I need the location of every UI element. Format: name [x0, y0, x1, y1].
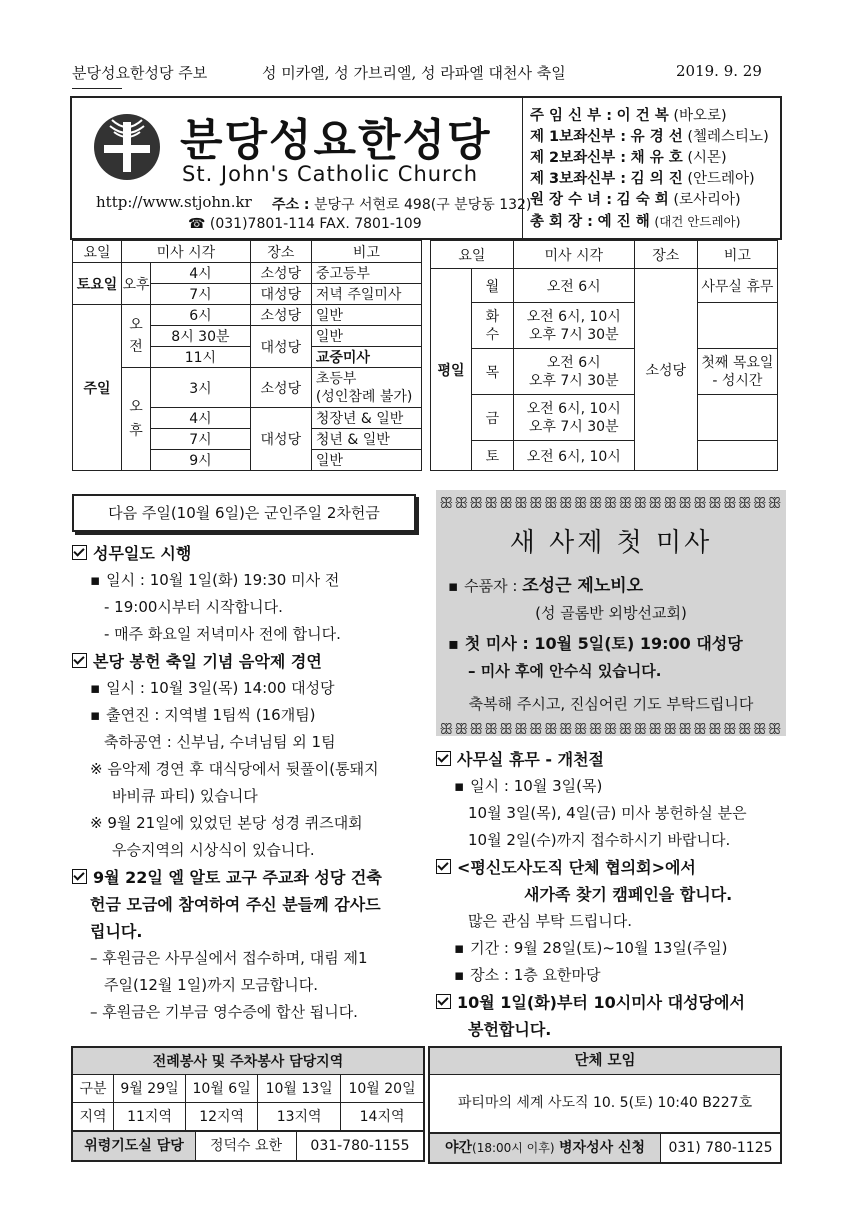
bulletin-date: 2019. 9. 29 [676, 62, 762, 80]
time-cell: 4시 [151, 263, 251, 284]
checkbox-icon [72, 545, 87, 560]
place-cell: 소성당 [250, 263, 311, 284]
day-cell: 주일 [73, 305, 122, 471]
group-meeting-box [428, 1046, 782, 1164]
section-line: ▪ 출연진 : 지역별 1팀씩 (16개팀) [72, 702, 422, 729]
section-line: 10월 3일(목), 4일(금) 미사 봉헌하실 분은 [468, 804, 747, 822]
period-cell: 오후 [122, 263, 151, 305]
church-name-ko: 분당성요한성당 [180, 115, 492, 166]
section-line: 우승지역의 시상식이 있습니다. [112, 841, 315, 859]
right-announcements [436, 746, 786, 1043]
section-line: - 19:00시부터 시작합니다. [104, 598, 283, 616]
note-cell: 중고등부 [311, 263, 421, 284]
new-priest-title: 새 사제 첫 미사 [509, 528, 713, 558]
memorial-phone: 031-780-1155 [310, 1137, 410, 1154]
weekday-cell: 화 수 [472, 303, 514, 349]
memorial-contact-row [73, 1131, 423, 1160]
weekday-cell: 토 [472, 441, 514, 471]
staff-row: 제 1보좌신부 : 유 경 선 (첼레스티노) [530, 129, 769, 145]
note-cell: 일반 [311, 305, 421, 326]
place-cell: 소성당 [250, 368, 311, 408]
note-cell: 일반 [311, 450, 421, 471]
church-name-en: St. John's Catholic Church [182, 162, 479, 186]
section-line: ※ 9월 21일에 있었던 본당 성경 퀴즈대회 [90, 814, 363, 832]
section-line: 10월 2일(수)까지 접수하시기 바랍니다. [468, 831, 731, 849]
place-cell: 소성당 [634, 269, 697, 471]
note-cell: 교중미사 [311, 347, 421, 368]
section-line: ▪ 일시 : 10월 3일(목) [436, 773, 786, 800]
staff-row: 주 임 신 부 : 이 건 복 (바오로) [530, 108, 727, 124]
prayer-request: 축복해 주시고, 진심어린 기도 부탁드립니다 [468, 695, 754, 713]
section-title: 9월 22일 엘 알토 교구 주교좌 성당 건축 [72, 864, 422, 891]
memorial-label: 위령기도실 담당 [73, 1132, 196, 1160]
time-cell: 11시 [151, 347, 251, 368]
staff-row: 총 회 장 : 예 진 해 (대건 안드레아) [530, 214, 741, 230]
section-title: <평신도사도직 단체 협의회>에서 [436, 854, 786, 881]
sick-call-row [430, 1132, 780, 1162]
place-cell: 소성당 [250, 305, 311, 326]
note-cell [697, 303, 777, 349]
col-header: 요일 [73, 241, 122, 263]
col-header: 미사 시각 [513, 241, 634, 269]
section-title: 성무일도 시행 [72, 540, 422, 567]
section-title-cont: 립니다. [90, 922, 143, 941]
section-title: 10월 1일(화)부터 10시미사 대성당에서 [436, 989, 786, 1016]
time-cell: 오전 6시, 10시 [513, 441, 634, 471]
time-cell: 6시 [151, 305, 251, 326]
checkbox-icon [436, 859, 451, 874]
phone-fax: ☎ (031)7801-114 FAX. 7801-109 [188, 216, 422, 232]
address-label: 주소 : [272, 197, 310, 213]
church-logo-icon [92, 112, 162, 182]
table-cell: 구분 [73, 1074, 114, 1102]
note-cell [697, 395, 777, 441]
address-text: 분당구 서현로 498(구 분당동 132) [313, 197, 532, 213]
section-line: 많은 관심 부탁 드립니다. [468, 912, 632, 930]
section-title: 본당 봉헌 축일 기념 음악제 경연 [72, 648, 422, 675]
period-cell: 오 전 [122, 305, 151, 368]
mission-society: (성 골롬반 외방선교회) [535, 604, 687, 622]
sick-call-phone: 031) 780-1125 [668, 1140, 773, 1156]
laying-hands-line: – 미사 후에 안수식 있습니다. [468, 662, 662, 680]
section-title: 사무실 휴무 - 개천절 [436, 746, 786, 773]
weekday-mass-table [430, 240, 778, 471]
section-line: 축하공연 : 신부님, 수녀님팀 외 1팀 [104, 733, 336, 751]
table-cell: 9월 29일 [114, 1074, 186, 1102]
time-cell: 오전 6시, 10시 오후 7시 30분 [513, 395, 634, 441]
place-cell: 대성당 [250, 408, 311, 471]
decorative-border-icon: ꕥꕥꕥꕥꕥꕥꕥꕥꕥꕥꕥꕥꕥꕥꕥꕥꕥꕥꕥꕥꕥꕥꕥ [439, 494, 783, 512]
note-cell: 청년 & 일반 [311, 429, 421, 450]
note-cell: 저녁 주일미사 [311, 284, 421, 305]
section-line: ▪ 장소 : 1층 요한마당 [436, 962, 786, 989]
staff-row: 제 3보좌신부 : 김 의 진 (안드레아) [530, 171, 755, 187]
day-cell: 토요일 [73, 263, 122, 305]
sick-call-label: 야간(18:00시 이후) 병자성사 신청 [430, 1134, 661, 1162]
day-cell: 평일 [431, 269, 472, 471]
bulletin-name: 분당성요한성당 주보 [72, 64, 208, 82]
col-header: 요일 [431, 241, 514, 269]
section-line: – 후원금은 기부금 영수증에 합산 됩니다. [90, 1003, 358, 1021]
weekday-cell: 목 [472, 349, 514, 395]
note-cell: 일반 [311, 326, 421, 347]
table-cell: 10월 20일 [341, 1074, 423, 1102]
masthead [70, 96, 782, 240]
staff-list [530, 106, 769, 233]
col-header: 비고 [697, 241, 777, 269]
note-cell: 초등부 (성인참례 불가) [311, 368, 421, 408]
staff-row: 제 2보좌신부 : 채 유 호 (시몬) [530, 150, 727, 166]
time-cell: 오전 6시, 10시 오후 7시 30분 [513, 303, 634, 349]
new-priest-panel [436, 490, 786, 736]
table-cell: 11지역 [114, 1102, 186, 1130]
website-link[interactable]: http://www.stjohn.kr [96, 193, 252, 211]
next-sunday-notice: 다음 주일(10월 6일)은 군인주일 2차헌금 [72, 494, 416, 532]
time-cell: 7시 [151, 284, 251, 305]
checkbox-icon [72, 869, 87, 884]
section-line: 바비큐 파티) 있습니다 [112, 787, 258, 805]
place-cell: 대성당 [250, 284, 311, 305]
section-line: – 후원금은 사무실에서 접수하며, 대림 제1 [90, 949, 368, 967]
col-header: 미사 시각 [122, 241, 251, 263]
ordinand-line: ▪ 수품자 : 조성근 제노비오 [448, 571, 786, 596]
checkbox-icon [436, 751, 451, 766]
address [272, 194, 531, 214]
feast-title: 성 미카엘, 성 가브리엘, 성 라파엘 대천사 축일 [262, 64, 566, 82]
service-table-box [71, 1046, 425, 1162]
section-line: ※ 음악제 경연 후 대식당에서 뒷풀이(통돼지 [90, 760, 379, 778]
group-meeting-content: 파티마의 세계 사도직 10. 5(토) 10:40 B227호 [457, 1095, 753, 1111]
decorative-border-icon: ꕥꕥꕥꕥꕥꕥꕥꕥꕥꕥꕥꕥꕥꕥꕥꕥꕥꕥꕥꕥꕥꕥꕥ [439, 720, 783, 738]
section-line: - 매주 화요일 저녁미사 전에 합니다. [104, 625, 341, 643]
section-title-cont: 헌금 모금에 참여하여 주신 분들께 감사드 [90, 895, 381, 914]
first-mass-line: ▪ 첫 미사 : 10월 5일(토) 19:00 대성당 [448, 631, 786, 654]
header-underline [72, 88, 122, 89]
table-cell: 13지역 [258, 1102, 341, 1130]
memorial-name: 정덕수 요한 [196, 1132, 297, 1160]
section-line: ▪ 일시 : 10월 1일(화) 19:30 미사 전 [72, 567, 422, 594]
note-cell: 사무실 휴무 [697, 269, 777, 303]
time-cell: 4시 [151, 408, 251, 429]
note-cell: 첫째 목요일 - 성시간 [697, 349, 777, 395]
period-cell: 오 후 [122, 368, 151, 471]
section-line: 주일(12월 1일)까지 모금합니다. [104, 976, 319, 994]
table-cell: 10월 13일 [258, 1074, 341, 1102]
weekday-cell: 금 [472, 395, 514, 441]
service-table-title: 전례봉사 및 주차봉사 담당지역 [73, 1048, 423, 1074]
table-cell: 지역 [73, 1102, 114, 1130]
time-cell: 8시 30분 [151, 326, 251, 347]
weekday-cell: 월 [472, 269, 514, 303]
place-cell: 대성당 [250, 326, 311, 368]
table-cell: 14지역 [341, 1102, 423, 1130]
section-line: ▪ 기간 : 9월 28일(토)~10월 13일(주일) [436, 935, 786, 962]
time-cell: 9시 [151, 450, 251, 471]
weekend-mass-table [72, 240, 422, 471]
checkbox-icon [72, 653, 87, 668]
note-cell [697, 441, 777, 471]
left-announcements [72, 540, 422, 1026]
time-cell: 3시 [151, 368, 251, 408]
time-cell: 오전 6시 오후 7시 30분 [513, 349, 634, 395]
staff-row: 원 장 수 녀 : 김 숙 희 (로사리아) [530, 192, 741, 208]
table-cell: 10월 6일 [186, 1074, 258, 1102]
col-header: 장소 [634, 241, 697, 269]
time-cell: 7시 [151, 429, 251, 450]
note-cell: 청장년 & 일반 [311, 408, 421, 429]
time-cell: 오전 6시 [513, 269, 634, 303]
col-header: 비고 [311, 241, 421, 263]
service-table [73, 1048, 423, 1131]
section-title-cont: 새가족 찾기 캠페인을 합니다. [524, 885, 733, 904]
masthead-divider [522, 98, 523, 238]
checkbox-icon [436, 994, 451, 1009]
section-line: ▪ 일시 : 10월 3일(목) 14:00 대성당 [72, 675, 422, 702]
table-cell: 12지역 [186, 1102, 258, 1130]
col-header: 장소 [250, 241, 311, 263]
section-title-cont: 봉헌합니다. [468, 1020, 552, 1039]
group-meeting-title: 단체 모임 [430, 1048, 780, 1075]
